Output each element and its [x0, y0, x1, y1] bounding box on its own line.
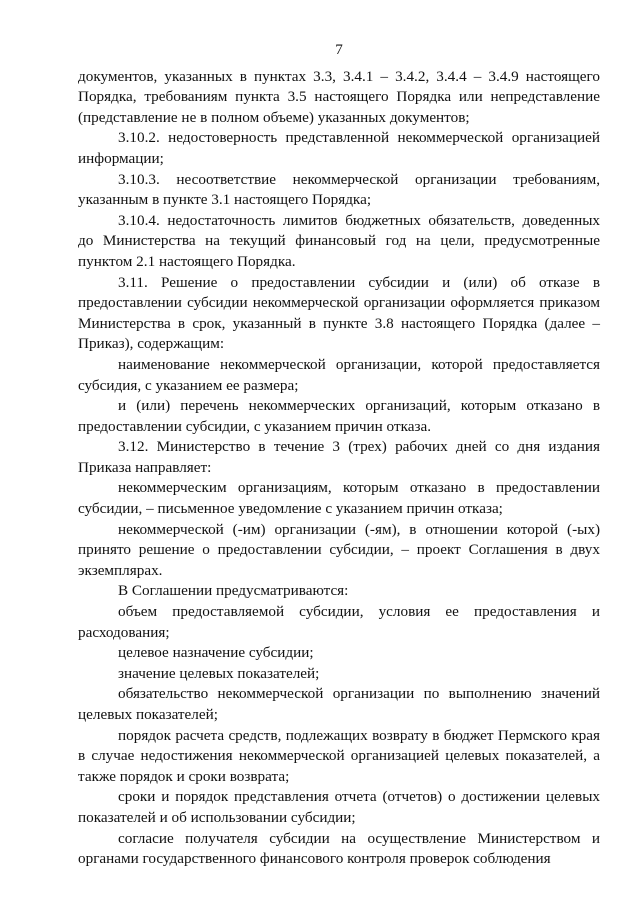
- paragraph: 3.10.2. недостоверность представленной некоммерческой организацией информации;: [78, 129, 600, 167]
- paragraph: 3.11. Решение о предоставлении субсидии и (или) об отказе в предоставлении субсидии некоммерческой организации оформляется приказом Министерства в срок, указанный в пункте 3.8 настоящего Порядка (далее – Приказ), содержащим:: [78, 273, 600, 353]
- paragraph: 3.12. Министерство в течение 3 (трех) рабочих дней со дня издания Приказа направляет:: [78, 438, 600, 476]
- paragraph: 3.10.3. несоответствие некоммерческой организации требованиям, указанным в пункте 3.1 настоящего Порядка;: [78, 170, 600, 209]
- paragraph: целевое назначение субсидии;: [118, 644, 314, 662]
- paragraph: объем предоставляемой субсидии, условия ее предоставления и расходования;: [78, 603, 600, 641]
- paragraph: 3.10.4. недостаточность лимитов бюджетных обязательств, доведенных до Министерства на текущий финансовый год на цели, предусмотренные пунктом 2.1 настоящего Порядка.: [78, 211, 600, 270]
- paragraph: сроки и порядок представления отчета (отчетов) о достижении целевых показателей и об использовании субсидии;: [78, 788, 600, 826]
- paragraph: значение целевых показателей;: [118, 664, 320, 682]
- paragraph: некоммерческим организациям, которым отказано в предоставлении субсидии, – письменное уведомление с указанием причин отказа;: [78, 479, 600, 518]
- paragraph: В Соглашении предусматриваются:: [118, 582, 349, 600]
- paragraph: наименование некоммерческой организации, которой предоставляется субсидия, с указанием ее размера;: [78, 355, 600, 394]
- paragraph: документов, указанных в пунктах 3.3, 3.4.1 – 3.4.2, 3.4.4 – 3.4.9 настоящего Порядка, требованиям пункта 3.5 настоящего Порядка или непредставление (представление не в полном объеме) указанных документов;: [78, 67, 600, 126]
- page-number: 7: [335, 41, 343, 58]
- paragraph: и (или) перечень некоммерческих организаций, которым отказано в предоставлении субсидии, с указанием причин отказа.: [78, 397, 600, 435]
- document-body: [78, 67, 600, 870]
- paragraph: некоммерческой (-им) организации (-ям), в отношении которой (-ых) принято решение о предоставлении субсидии, – проект Соглашения в двух экземплярах.: [78, 520, 600, 579]
- paragraph: согласие получателя субсидии на осуществление Министерством и органами государственного финансового контроля проверок соблюдения: [78, 829, 600, 868]
- paragraph: обязательство некоммерческой организации по выполнению значений целевых показателей;: [78, 685, 600, 723]
- paragraph: порядок расчета средств, подлежащих возврату в бюджет Пермского края в случае недостижения некоммерческой организацией целевых показателей, а также порядок и сроки возврата;: [78, 726, 600, 785]
